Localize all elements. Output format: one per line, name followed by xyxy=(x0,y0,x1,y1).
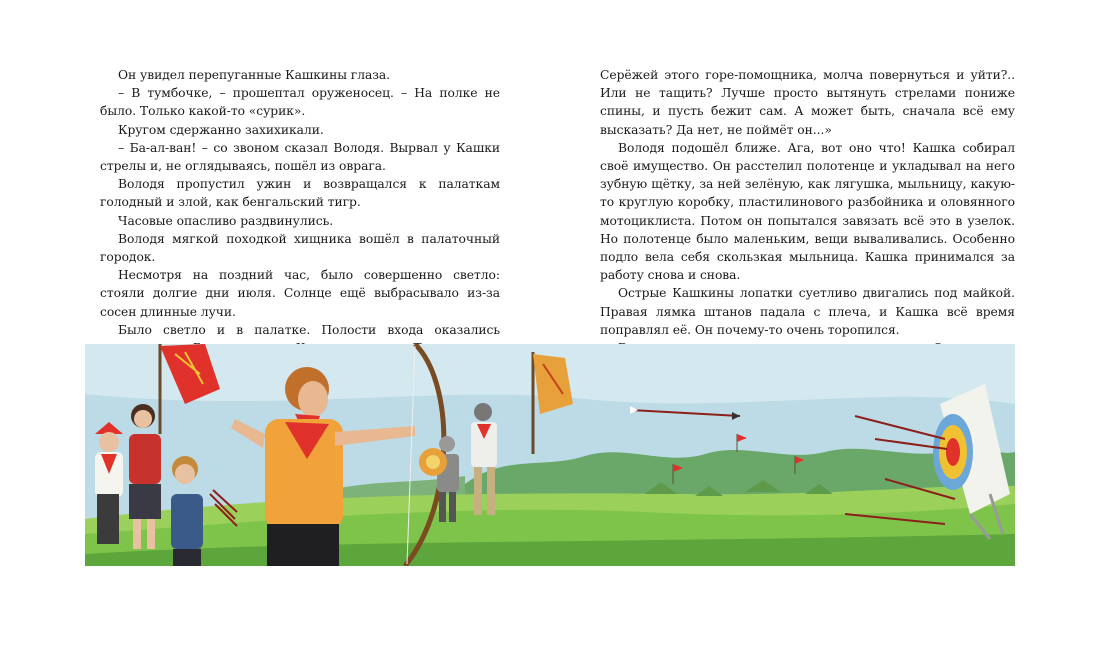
child-red-cap xyxy=(95,422,123,544)
paragraph: Володя мягкой походкой хищника вошёл в палаточный городок. xyxy=(100,231,500,265)
paragraph: Он увидел перепуганные Кашкины глаза. xyxy=(118,68,391,82)
paragraph: Острые Кашкины лопатки суетливо двигались под майкой. Правая лямка штанов падала с плеча, и Кашка всё время поправлял её. Он почему-то очень торопился. xyxy=(600,286,1015,337)
archery-scene-illustration xyxy=(85,344,1015,566)
paragraph: Серёжей этого горе-помощника, молча повернуться и уйти?.. Или не тащить? Лучше просто вытянуть стрелами пониже спины, и пусть бежит сам. А может быть, сначала всё ему высказать? Да нет, не поймёт он...» xyxy=(600,68,1015,137)
paragraph: Было светло и в палатке. Полости входа оказались xyxy=(118,322,500,337)
paragraph: Несмотря на поздний час, было совершенно светло: стояли долгие дни июля. Солнце ещё выбрасывало из-за сосен длинные лучи. xyxy=(100,268,500,319)
paragraph: Володя пропустил ужин и возвращался к палаткам голодный и злой, как бенгальский тигр. xyxy=(100,177,500,210)
paragraph: – В тумбочке, – прошептал оруженосец. – На полке не было. Только какой-то «сурик». xyxy=(100,86,500,119)
paragraph: – Ба-ал-ван! – со звоном сказал Володя. Вырвал у Кашки стрелы и, не оглядываясь, пошёл из оврага. xyxy=(100,140,500,174)
paragraph: Володя подошёл ближе. Ага, вот оно что! Кашка собирал своё имущество. Он расстелил полотенце и укладывал на него зубную щётку, за ней зелёную, как лягушка, мыльницу, какую-то круглую коробку, пластилинового разбойника и оловянного мотоциклиста. Потом он попытался завязать всё это в узелок. Но полотенце было маленьким, вещи вываливались. Особенно подло вела себя скользкая мыльница. Кашка принимался за работу снова и снова. xyxy=(600,140,1015,283)
paragraph: Часовые опасливо раздвинулись. xyxy=(118,213,334,228)
paragraph: Кругом сдержанно захихикали. xyxy=(118,122,324,137)
